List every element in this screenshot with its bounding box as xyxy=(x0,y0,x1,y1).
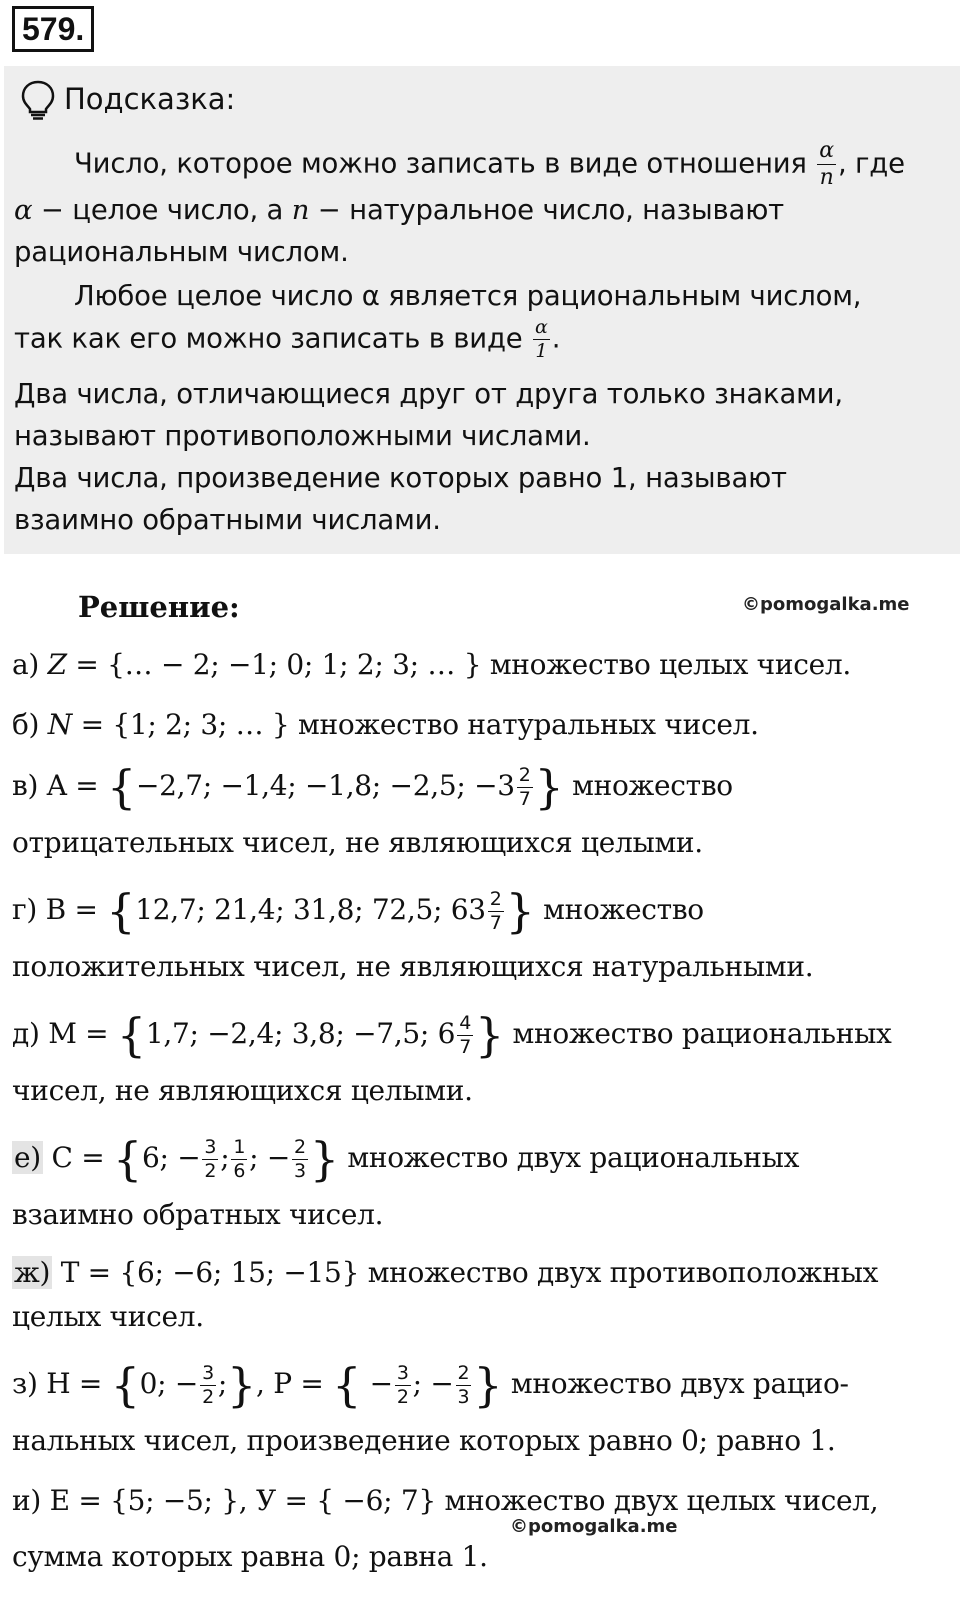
set-name: B = xyxy=(45,893,107,926)
left-brace: { xyxy=(107,760,136,815)
item-label: ж) xyxy=(14,1256,51,1289)
solution-item-a xyxy=(12,648,851,681)
item-description: множество двух рацио- xyxy=(502,1367,849,1400)
hint-p1-line1 xyxy=(74,140,905,189)
fraction xyxy=(292,1138,308,1181)
right-brace: } xyxy=(473,1358,503,1413)
left-brace: { xyxy=(113,1132,142,1187)
item-label: и) xyxy=(12,1484,41,1517)
hint-p3-line2: называют противоположными числами. xyxy=(14,420,591,452)
frac-num: 3 xyxy=(202,1362,214,1384)
item-description: множество рациональных xyxy=(503,1017,892,1050)
item-description: множество xyxy=(534,893,704,926)
hint-text: . xyxy=(551,322,561,355)
solution-item-d-line2: чисел, не являющихся целыми. xyxy=(12,1074,473,1107)
frac-den: 3 xyxy=(457,1386,470,1408)
frac-num: 2 xyxy=(489,888,502,910)
solution-item-b xyxy=(12,708,759,741)
solution-item-zh-line2: целых чисел. xyxy=(12,1300,204,1333)
left-brace: { xyxy=(106,884,136,939)
frac-num: 2 xyxy=(457,1362,470,1384)
hint-text: Число, которое можно записать в виде отношения xyxy=(74,147,807,180)
fraction xyxy=(456,1364,472,1407)
fraction xyxy=(517,766,533,809)
hint-title: Подсказка: xyxy=(64,82,236,116)
frac-den: 3 xyxy=(294,1160,306,1182)
var-alpha: α xyxy=(14,194,33,226)
left-brace: { xyxy=(116,1008,146,1063)
set-body: −2,7; −1,4; −1,8; −2,5; −3 xyxy=(135,769,515,802)
frac-den: 2 xyxy=(204,1160,217,1182)
item-label: д) xyxy=(12,1017,40,1050)
hint-text: − натуральное число, называют xyxy=(309,194,784,226)
frac-num: 3 xyxy=(204,1136,217,1158)
left-brace: { xyxy=(110,1358,140,1413)
solution-title: Решение: xyxy=(78,590,240,624)
solution-item-e xyxy=(12,1132,800,1187)
set-name: M = xyxy=(48,1017,117,1050)
right-brace: } xyxy=(227,1358,256,1413)
item-description: множество двух целых чисел, xyxy=(435,1484,879,1517)
frac-num: α xyxy=(535,316,548,338)
item-description: множество натуральных чисел. xyxy=(289,708,759,741)
solution-item-g-line2: положительных чисел, не являющихся натуральными. xyxy=(12,950,814,983)
frac-den: 6 xyxy=(233,1160,246,1182)
hint-panel xyxy=(4,66,960,554)
left-brace: { xyxy=(332,1358,362,1413)
item-description: множество двух рациональных xyxy=(338,1141,800,1174)
set-body: 0; − xyxy=(139,1367,199,1400)
var-n: n xyxy=(291,194,310,226)
hint-p2-line2 xyxy=(14,318,560,361)
solution-item-z-line2: нальных чисел, произведение которых равно 0; равно 1. xyxy=(12,1424,836,1457)
hint-text: − целое число, а xyxy=(32,194,292,226)
set-body: ; xyxy=(217,1367,228,1400)
hint-p1-line3: рациональным числом. xyxy=(14,236,349,268)
frac-den: 7 xyxy=(489,912,502,934)
solution-item-v-line2: отрицательных чисел, не являющихся целыми. xyxy=(12,826,703,859)
set-name: H = xyxy=(46,1367,111,1400)
frac-den: 2 xyxy=(396,1386,409,1408)
item-description: множество двух противоположных xyxy=(359,1256,879,1289)
right-brace: } xyxy=(309,1132,339,1187)
solution-item-d xyxy=(12,1008,892,1063)
solution-item-v xyxy=(12,760,733,815)
solution-item-z xyxy=(12,1358,849,1413)
set-name: Z xyxy=(47,648,67,681)
frac-den: 1 xyxy=(535,340,548,362)
fraction xyxy=(202,1138,218,1181)
watermark-bottom: ©pomogalka.me xyxy=(510,1516,678,1537)
solution-item-e-line2: взаимно обратных чисел. xyxy=(12,1198,384,1231)
set-body: ; xyxy=(220,1141,230,1174)
item-label: в) xyxy=(12,769,39,802)
fraction-alpha-1 xyxy=(533,318,550,361)
set-body: = {1; 2; 3; … } xyxy=(80,708,290,741)
frac-num: 2 xyxy=(518,764,531,786)
set-body: T = {6; −6; 15; −15} xyxy=(60,1256,360,1289)
set-body: ; − xyxy=(249,1141,291,1174)
set-body: 1,7; −2,4; 3,8; −7,5; 6 xyxy=(145,1017,456,1050)
item-label: г) xyxy=(12,893,37,926)
hint-p4-line2: взаимно обратными числами. xyxy=(14,504,441,536)
set-body: E = {5; −5; }, У = { −6; 7} xyxy=(49,1484,436,1517)
set-name: C = xyxy=(51,1141,114,1174)
frac-den: 7 xyxy=(459,1036,471,1058)
solution-item-zh xyxy=(12,1256,878,1289)
set-name: A = xyxy=(46,769,107,802)
set-body: 6; − xyxy=(141,1141,201,1174)
hint-text: так как его можно записать в виде xyxy=(14,322,523,355)
frac-den: 2 xyxy=(202,1386,214,1408)
set-body: ; − xyxy=(412,1367,454,1400)
fraction-alpha-n xyxy=(817,140,836,189)
fraction xyxy=(200,1364,216,1407)
lightbulb-icon xyxy=(20,80,56,120)
item-label: з) xyxy=(12,1367,38,1400)
hint-p4-line1: Два числа, произведение которых равно 1, называют xyxy=(14,462,787,494)
frac-num: α xyxy=(819,138,834,163)
set-body: = {… − 2; −1; 0; 1; 2; 3; … } xyxy=(75,648,482,681)
fraction xyxy=(488,890,504,933)
solution-item-i-line2: сумма которых равна 0; равна 1. xyxy=(12,1540,488,1573)
solution-item-i xyxy=(12,1484,878,1517)
frac-den: 7 xyxy=(518,788,531,810)
fraction xyxy=(457,1014,473,1057)
hint-text: , где xyxy=(837,147,905,180)
item-description: множество xyxy=(563,769,733,802)
frac-num: 3 xyxy=(396,1362,409,1384)
frac-den: n xyxy=(819,165,834,190)
set-name: , P = xyxy=(256,1367,333,1400)
watermark-top: ©pomogalka.me xyxy=(742,594,910,615)
task-number: 579. xyxy=(12,6,94,52)
set-body: − xyxy=(361,1367,393,1400)
fraction xyxy=(231,1138,247,1181)
frac-num: 2 xyxy=(294,1136,306,1158)
fraction xyxy=(395,1364,411,1407)
hint-p1-line2 xyxy=(14,194,784,226)
hint-p2-line1: Любое целое число α является рациональным числом, xyxy=(74,280,862,312)
item-label: б) xyxy=(12,708,40,741)
set-body: 12,7; 21,4; 31,8; 72,5; 63 xyxy=(135,893,486,926)
hint-p3-line1: Два числа, отличающиеся друг от друга только знаками, xyxy=(14,378,843,410)
item-label: е) xyxy=(14,1141,41,1174)
set-name: N xyxy=(47,708,72,741)
solution-item-g xyxy=(12,884,704,939)
right-brace: } xyxy=(505,884,535,939)
right-brace: } xyxy=(474,1008,504,1063)
right-brace: } xyxy=(534,760,564,815)
frac-num: 1 xyxy=(233,1136,246,1158)
item-label: а) xyxy=(12,648,40,681)
frac-num: 4 xyxy=(459,1012,471,1034)
item-description: множество целых чисел. xyxy=(481,648,851,681)
